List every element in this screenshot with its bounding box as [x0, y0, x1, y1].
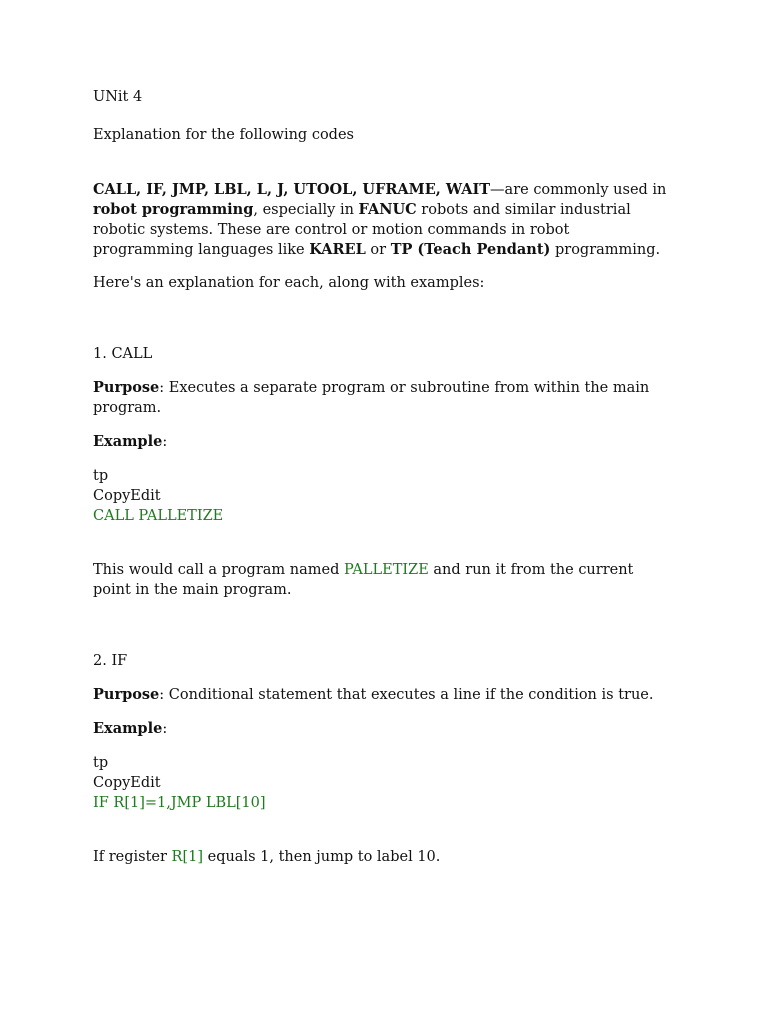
purpose-label: Purpose [93, 379, 160, 396]
example-colon: : [162, 434, 168, 450]
code-line-if: IF R[1]=1,JMP LBL[10] [93, 795, 266, 811]
desc-post: equals 1, then jump to label 10. [203, 849, 441, 865]
desc-post: and run it from the current point in the main program. [93, 562, 634, 598]
purpose-text: : Conditional statement that executes a line if the condition is true. [159, 687, 654, 703]
intro-karel: KAREL [309, 241, 366, 258]
copy-edit-call: CopyEdit [93, 488, 161, 504]
intro-tp: TP (Teach Pendant) [390, 241, 551, 258]
purpose-text: : Executes a separate program or subroutine from within the main program. [93, 380, 650, 416]
desc-pre: This would call a program named [93, 562, 344, 578]
example-label: Example [93, 433, 163, 450]
desc-code: R[1] [171, 849, 203, 865]
description-call [93, 560, 673, 600]
code-lang-if: tp [93, 755, 109, 771]
section-title-if: 2. IF [93, 653, 128, 669]
purpose-if [93, 685, 693, 705]
document-heading: Explanation for the following codes [93, 127, 354, 143]
intro-text-3: robots and similar industrial robotic systems. These are control or motion commands in robot programming languages like [93, 202, 631, 258]
example-label-call [93, 432, 693, 452]
intro-text-4: or [365, 242, 391, 258]
unit-title: UNit 4 [93, 89, 143, 105]
copy-edit-if: CopyEdit [93, 775, 161, 791]
purpose-label: Purpose [93, 686, 160, 703]
example-colon: : [162, 721, 168, 737]
desc-code: PALLETIZE [343, 562, 429, 578]
purpose-call [93, 378, 673, 418]
code-lang-call: tp [93, 468, 109, 484]
example-label-if [93, 719, 693, 739]
intro-text-5: programming. [550, 242, 661, 258]
intro-text-2: , especially in [253, 202, 359, 218]
section-title-call: 1. CALL [93, 346, 153, 362]
intro-text-1: —are commonly used in [490, 182, 667, 198]
desc-pre: If register [93, 849, 172, 865]
code-line-call: CALL PALLETIZE [93, 508, 224, 524]
intro-fanuc: FANUC [358, 201, 417, 218]
example-label: Example [93, 720, 163, 737]
intro-robot-programming: robot programming [93, 201, 254, 218]
description-if [93, 847, 693, 867]
lead-paragraph: Here's an explanation for each, along with examples: [93, 275, 485, 291]
intro-codes: CALL, IF, JMP, LBL, L, J, UTOOL, UFRAME, WAIT [93, 181, 491, 198]
intro-paragraph [93, 180, 673, 260]
